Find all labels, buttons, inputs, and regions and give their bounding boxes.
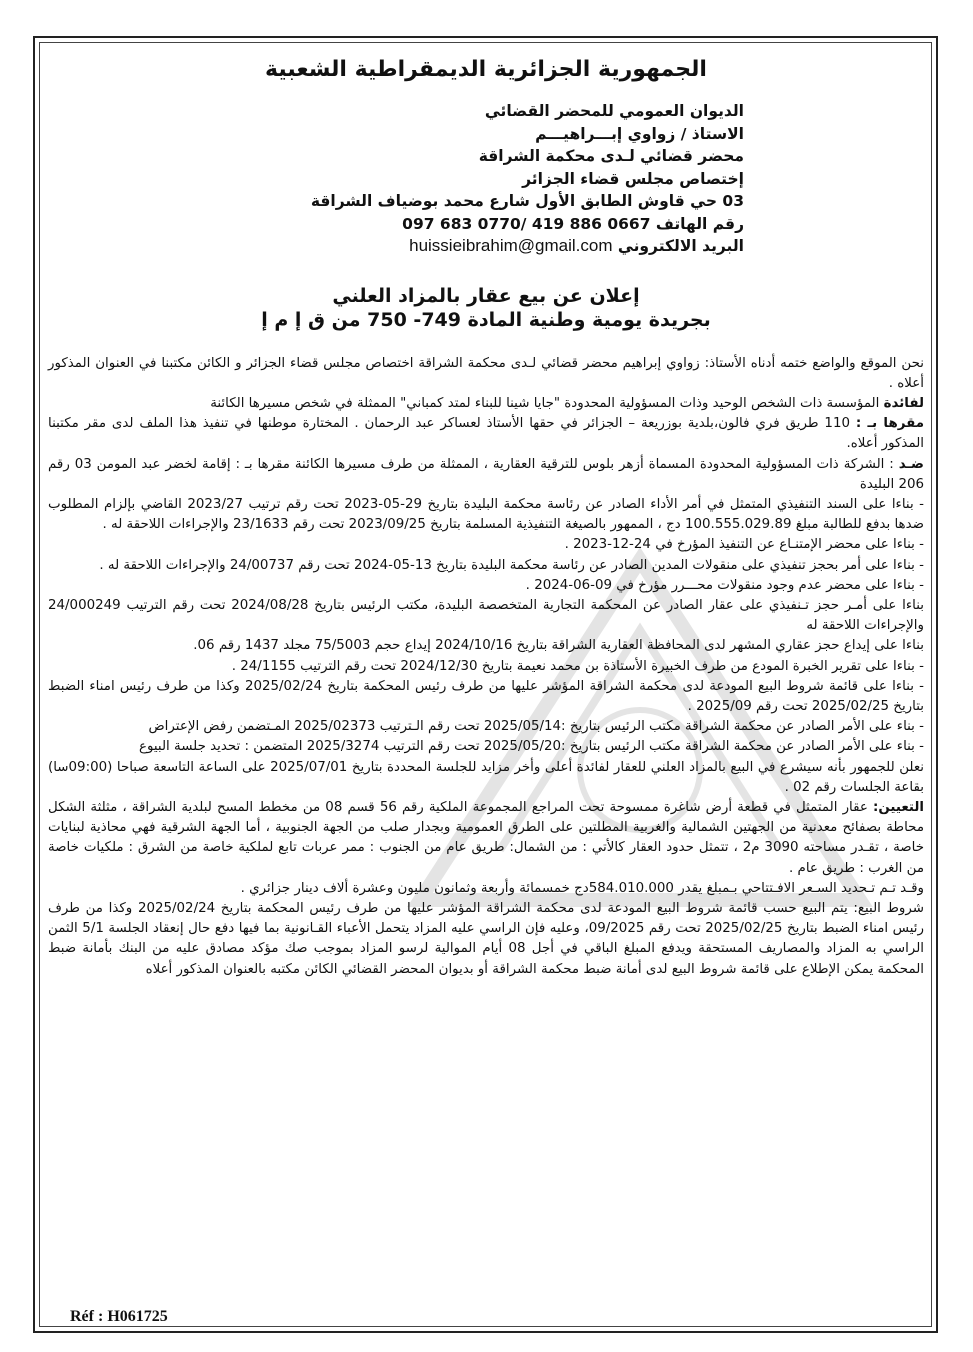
republic-title: الجمهورية الجزائرية الديمقراطية الشعبية xyxy=(265,57,707,82)
against-label: ضـد xyxy=(898,456,924,472)
address-line: 03 حي قاوش الطابق الأول شارع محمد بوضياف الشراقة xyxy=(310,192,744,210)
email-label: البريد الالكتروني xyxy=(617,237,744,255)
beneficiary-label: لفائدة xyxy=(883,395,924,411)
seat-paragraph xyxy=(48,414,924,454)
against-paragraph xyxy=(48,455,924,495)
phone-label: رقم الهاتف xyxy=(655,214,744,233)
phone-line xyxy=(48,213,744,236)
auction-announcement: نعلن للجمهور بأنه سيشرع في البيع بالمزاد العلني للعقار لفائدة أعلى وأخر مزايد للجلسة المحددة بتاريخ 2025/07/01 على الساعة التاسعة صباحا (09:00سا) بقاعة الجلسات رقم 02 . xyxy=(48,759,925,795)
designation-paragraph xyxy=(48,798,924,879)
legal-basis-1: - بناءا على السند التنفيذي المتمثل في أمر الأداء الصادر عن رئاسة محكمة البليدة بتاريخ 29-05-2023 تحت رقم ترتيب 2023/27 القاضي بإلزام المطلوب ضدها بدفع للطالبة مبلغ 100.555.029.89 دج ، الممهور بالصيغة التنفيذية المسلمة بتاريخ 2023/09/25 تحت رقم 23/1633 والإجراءات اللاحقة له . xyxy=(48,496,924,533)
email-line xyxy=(48,235,744,258)
seat-label: مقرها بـ : xyxy=(855,416,924,432)
bailiff-name: الاستاذ / زواوي إبـــراهيـــم xyxy=(535,124,744,143)
beneficiary-paragraph xyxy=(48,394,924,414)
sale-conditions-paragraph: شروط البيع: يتم البيع حسب قائمة شروط البيع المودعة لدى محكمة الشراقة المؤشر عليها من طرف رئيس المحكمة بتاريخ 2025/02/24 وكذا من طرف رئيس امناء الضبط بتاريخ 2025/02/25 تحت رقم 09/2025، وعليه فإن الراسي عليه المزاد يتحمل الأعباء القـانونية بما فيها دفع حال إنعقاد الجلسة 5/1 الثمن الراسي به المزاد والمصاريف المستحقة ويدفع المبلغ الباقي في أجل 08 أيام الموالية لرسو المزاد بموجب صك مؤكد مصادق عليه من البنك بأمانة ضبط المحكمة يمكن الإطلاع على قائمة شروط البيع لدى أمانة ضبط محكمة الشراقة أو بديوان المحضر القضائي الكائن مكتبه بالعنوان المذكور أعلاه xyxy=(48,900,925,977)
designation-label: التعيين: xyxy=(873,799,924,815)
legal-basis-10: - بناء على الأمر الصادر عن محكمة الشراقة مكتب الرئيس بتاريخ :2025/05/20 تحت رقم الترتيب 2025/3274 المتضمن : تحديد جلسة البيوع xyxy=(138,739,924,755)
email-address: huissieibrahim@gmail.com xyxy=(409,236,613,255)
designation-text: عقار المتمثل في قطعة أرض شاغرة ممسوحة تحت المراجع المجموعة الملكية رقم 56 قسم 08 من مخطط المسح لبلدية الشراقة ، مثلثة الشكل محاطة بصفائح معدنية من الجهتين الشمالية والغربية المطلتين على الطرق العمومية وبجدار صلب من الجهة الجنوبية ، أما الجهة الشرقية فهي محاذية لبنايات خاصة ، تقـدر مساحته 3090 م2 ، تتمثل حدود العقار كالأتي : من الشمال: طريق عام من الجنوب : ممر عربات تابع لملكية خاصة من الشرق : ملكيات خاصة من الغرب : طريق عام . xyxy=(48,799,924,876)
beneficiary-text: المؤسسة ذات الشخص الوحيد وذات المسؤولية المحدودة "جايا شينا للبناء لمتد كمباني" الممثلة في شخص مسيرها الكائنة xyxy=(210,395,884,411)
opening-price-paragraph: وقـد تـم تـحديد السـعر الافـتتاحي بـمبلغ يقدر 584.010.000دج خمسمائة وأربعة وثمانون مليون وعشرة ألاف دينار جزائري . xyxy=(240,880,924,896)
jurisdiction-line: إختصاص مجلس قضاء الجزائر xyxy=(522,169,744,188)
legal-basis-7: - بناءا على تقرير الخبرة المودع من طرف الخبيرة الأستاذة بن محمد نعيمة بتاريخ 2024/12/30 تحت رقم الترتيب 24/1155 . xyxy=(231,658,924,674)
notice-body xyxy=(48,354,924,980)
legal-basis-9: - بناء على الأمر الصادر عن محكمة الشراقة مكتب الرئيس بتاريخ :2025/05/14 تحت رقم الـترتيب 2025/02373 المـتضمن رفض الإعتراض xyxy=(148,719,924,735)
notice-title-line1: إعلان عن بيع عقار بالمزاد العلني xyxy=(332,284,640,307)
legal-basis-5: بناءا على أمـر حجز تـنفيذي على عقار الصادر عن المحكمة التجارية المتخصصة البليدة، مكتب الرئيس بتاريخ 2024/08/28 تحت رقم الترتيب 24/000249 والإجراءات اللاحقة له xyxy=(48,597,924,634)
legal-basis-3: - بناءا على أمر بحجز تنفيذي على منقولات المدين الصادر عن رئاسة محكمة البليدة بتاريخ 13-05-2024 تحت رقم 24/00737 والإجراءات اللاحقة له . xyxy=(99,557,924,573)
seat-text: 110 طريق فري فالون،بلدية بوزريعة – الجزائر في حقها الأستاذ لعساكر عبد الرحمان . المختارة موطنها في تنفيذ هذا الملف لدى مقر مكتبنا المذكور أعلاه. xyxy=(48,416,924,452)
against-text: : الشركة ذات المسؤولية المحدودة المسماة أزهر بلوس للترقية العقارية ، الممثلة من طرف مسيرها الكائنة مقرها بـ : إقامة لخضر عبد المومن 03 رقم 206 البليدة xyxy=(48,456,924,492)
legal-basis-2: - بناءا على محضر الإمتنـاع عن التنفيذ المؤرخ في 24-12-2023 . xyxy=(564,537,924,553)
phone-number: 097 683 0770/ 419 886 0667 xyxy=(402,214,651,233)
bailiff-role: محضر قضائي لـدى محكمة الشراقة xyxy=(478,147,744,165)
notice-heading xyxy=(48,284,924,332)
intro-paragraph: نحن الموقع والواضع ختمه أدناه الأستاذ: زواوي إبراهيم محضر قضائي لـدى محكمة الشراقة اختصاص مجلس قضاء الجزائر و الكائن مكتبنا في العنوان المذكور أعلاه . xyxy=(48,355,924,391)
legal-basis-6: بناءا على إيداع حجز عقاري المشهر لدى المحافظة العقارية الشراقة بتاريخ 2024/10/16 إيداع حجم 75/5003 مجلد 1437 رقم 06. xyxy=(193,638,924,654)
notice-content xyxy=(48,55,924,980)
legal-basis-8: - بناءا على قائمة شروط البيع المودعة لدى محكمة الشراقة المؤشر عليها من طرف رئيس المحكمة بتاريخ 2025/02/24 وكذا من طرف رئيس امناء الضبط بتاريخ 2025/02/25 تحت رقم 2025/09 . xyxy=(48,678,925,714)
bailiff-header xyxy=(48,100,924,258)
legal-basis-4: - بناءا على محضر عدم وجود منقولات محـــرر مؤرخ في 09-06-2024 . xyxy=(525,577,924,593)
office-line: الديوان العمومي للمحضر القضائي xyxy=(484,102,744,120)
reference-code: Réf : H061725 xyxy=(66,1308,172,1326)
notice-title-line2: بجريدة يومية وطنية المادة 749- 750 من ق إ م إ xyxy=(261,308,711,331)
